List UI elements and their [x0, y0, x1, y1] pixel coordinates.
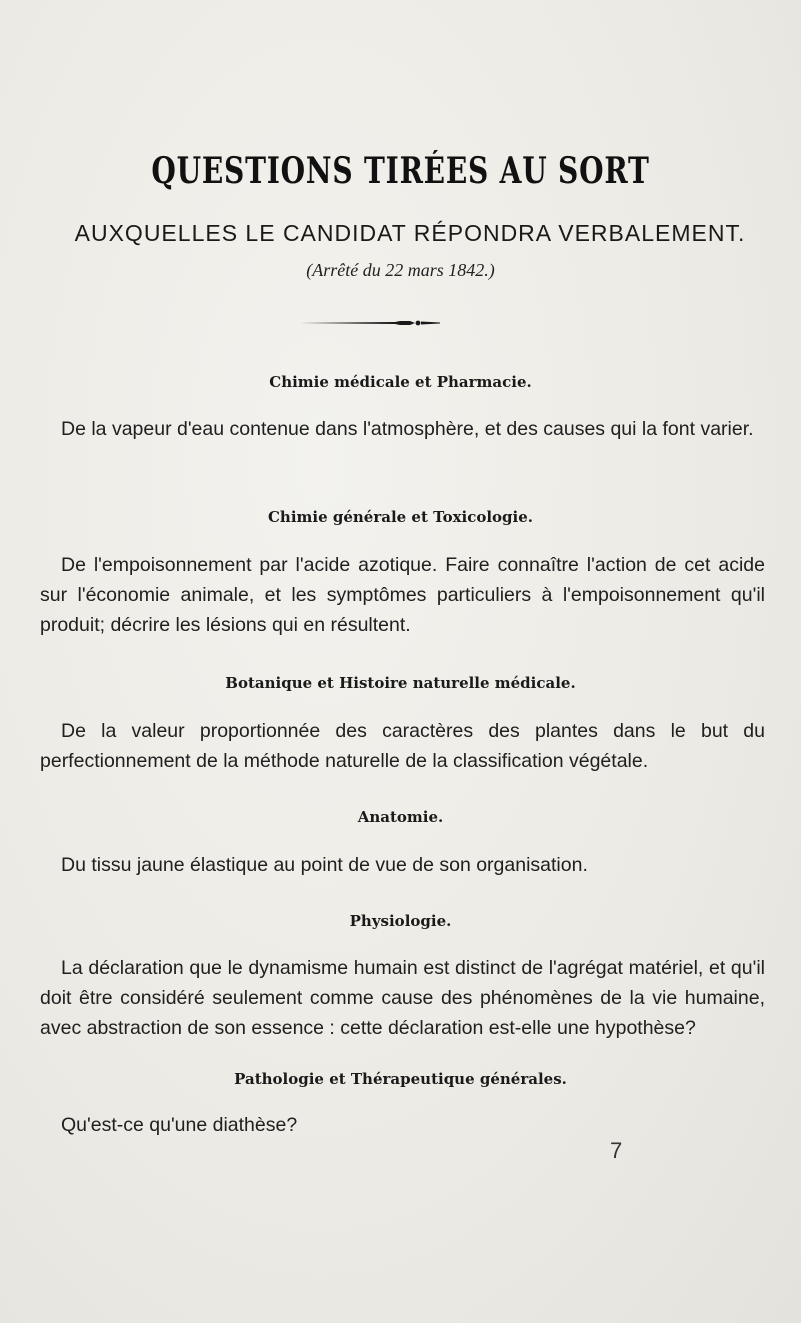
page-number: 7	[610, 1138, 623, 1163]
section-heading-chimie-medicale: Chimie médicale et Pharmacie.	[269, 373, 532, 391]
decree-note: (Arrêté du 22 mars 1842.)	[306, 260, 495, 280]
section-heading-chimie-generale: Chimie générale et Toxicologie.	[267, 508, 534, 526]
section-text-chimie-medicale: De la vapeur d'eau contenue dans l'atmosphère, et des causes qui la font varier.	[61, 418, 754, 440]
section-text-anatomie: Du tissu jaune élastique au point de vue de son organisation.	[61, 854, 588, 876]
page-subtitle: AUXQUELLES LE CANDIDAT RÉPONDRA VERBALEMENT.	[74, 220, 746, 246]
ornamental-divider	[300, 320, 460, 326]
section-text-pathologie: Qu'est-ce qu'une diathèse?	[61, 1114, 298, 1136]
section-text-chimie-generale: De l'empoisonnement par l'acide azotique. Faire connaître l'action de cet acide sur l'économie animale, et les symptômes particuliers à l'empoisonnement qu'il produit; décrire les lésions qui en résultent.	[40, 554, 765, 636]
section-heading-pathologie: Pathologie et Thérapeutique générales.	[234, 1070, 567, 1088]
section-heading-anatomie: Anatomie.	[357, 808, 444, 826]
section-heading-physiologie: Physiologie.	[349, 912, 452, 930]
section-text-physiologie: La déclaration que le dynamisme humain est distinct de l'agrégat matériel, et qu'il doit être considéré seulement comme cause des phénomènes de la vie humaine, avec abstraction de son essence : cette déclaration est-elle une hypothèse?	[40, 957, 765, 1039]
section-heading-botanique: Botanique et Histoire naturelle médicale.	[225, 674, 576, 692]
section-text-botanique: De la valeur proportionnée des caractères des plantes dans le but du perfectionnement de la méthode naturelle de la classification végétale.	[40, 720, 765, 772]
page-title: QUESTIONS TIRÉES AU SORT	[151, 150, 650, 192]
